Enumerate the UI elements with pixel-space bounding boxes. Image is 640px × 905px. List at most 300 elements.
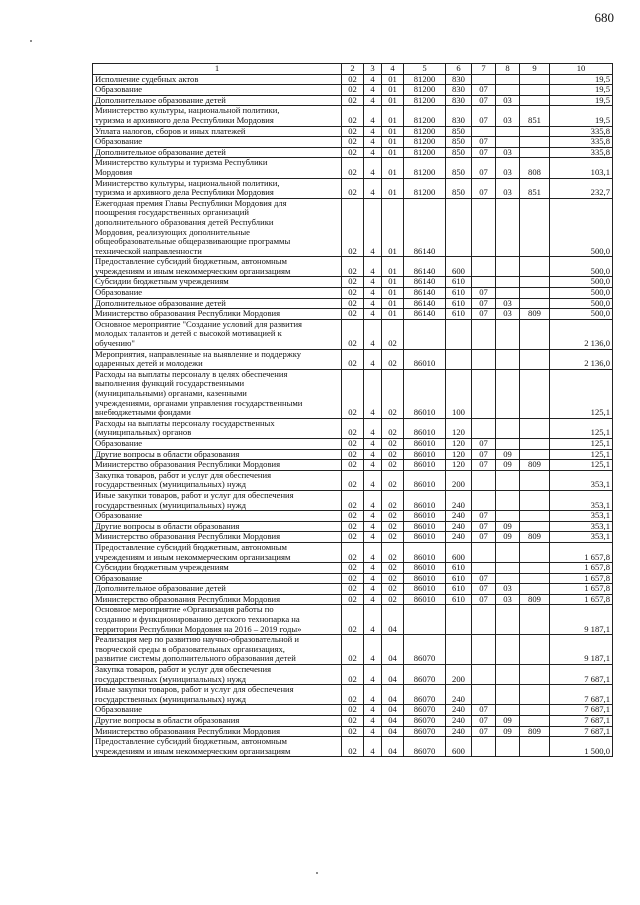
row-label: Министерство образования Республики Мордовия — [93, 594, 342, 605]
code-cell: 02 — [382, 490, 404, 510]
table-row — [93, 532, 613, 543]
code-cell — [520, 685, 550, 705]
code-cell: 4 — [364, 563, 382, 574]
code-cell: 02 — [342, 705, 364, 716]
amount-cell: 1 657,8 — [550, 573, 613, 584]
code-cell: 02 — [382, 542, 404, 562]
code-cell: 02 — [382, 319, 404, 349]
code-cell — [496, 257, 520, 277]
code-cell — [446, 635, 472, 665]
code-cell: 4 — [364, 542, 382, 562]
code-cell: 07 — [472, 288, 496, 299]
amount-cell: 335,8 — [550, 147, 613, 158]
code-cell: 86140 — [404, 309, 446, 320]
code-cell: 09 — [496, 532, 520, 543]
code-cell — [472, 369, 496, 418]
amount-cell: 1 657,8 — [550, 542, 613, 562]
code-cell: 86070 — [404, 665, 446, 685]
code-cell: 4 — [364, 460, 382, 471]
code-cell: 07 — [472, 438, 496, 449]
code-cell: 07 — [472, 511, 496, 522]
row-label: Исполнение судебных актов — [93, 74, 342, 85]
column-header: 10 — [550, 64, 613, 75]
code-cell — [446, 349, 472, 369]
row-label: Уплата налогов, сборов и иных платежей — [93, 126, 342, 137]
code-cell — [520, 737, 550, 757]
code-cell — [520, 449, 550, 460]
code-cell: 03 — [496, 178, 520, 198]
budget-table — [92, 63, 613, 757]
code-cell — [520, 716, 550, 727]
code-cell: 240 — [446, 511, 472, 522]
table-row — [93, 716, 613, 727]
column-header: 5 — [404, 64, 446, 75]
code-cell: 600 — [446, 257, 472, 277]
code-cell: 4 — [364, 605, 382, 635]
code-cell: 610 — [446, 573, 472, 584]
code-cell: 600 — [446, 737, 472, 757]
amount-cell: 2 136,0 — [550, 319, 613, 349]
code-cell: 04 — [382, 665, 404, 685]
code-cell: 240 — [446, 726, 472, 737]
code-cell: 03 — [496, 95, 520, 106]
amount-cell: 7 687,1 — [550, 685, 613, 705]
code-cell — [496, 665, 520, 685]
code-cell: 808 — [520, 158, 550, 178]
code-cell — [520, 369, 550, 418]
code-cell: 01 — [382, 74, 404, 85]
column-header: 8 — [496, 64, 520, 75]
code-cell — [496, 277, 520, 288]
row-label: Субсидии бюджетным учреждениям — [93, 277, 342, 288]
code-cell — [472, 542, 496, 562]
code-cell — [496, 573, 520, 584]
code-cell: 240 — [446, 490, 472, 510]
code-cell — [496, 288, 520, 299]
code-cell — [520, 418, 550, 438]
code-cell: 100 — [446, 369, 472, 418]
code-cell: 240 — [446, 705, 472, 716]
code-cell: 4 — [364, 74, 382, 85]
amount-cell: 1 657,8 — [550, 594, 613, 605]
code-cell: 850 — [446, 137, 472, 148]
code-cell: 4 — [364, 438, 382, 449]
column-header: 1 — [93, 64, 342, 75]
code-cell: 86010 — [404, 594, 446, 605]
amount-cell: 9 187,1 — [550, 635, 613, 665]
table-row — [93, 369, 613, 418]
code-cell: 02 — [342, 178, 364, 198]
code-cell: 07 — [472, 158, 496, 178]
code-cell: 4 — [364, 288, 382, 299]
table-header — [93, 64, 613, 75]
table-row — [93, 178, 613, 198]
code-cell: 09 — [496, 521, 520, 532]
code-cell: 240 — [446, 532, 472, 543]
code-cell: 86010 — [404, 349, 446, 369]
code-cell — [472, 74, 496, 85]
code-cell: 120 — [446, 460, 472, 471]
code-cell: 240 — [446, 685, 472, 705]
code-cell: 02 — [342, 137, 364, 148]
code-cell: 02 — [342, 288, 364, 299]
code-cell — [520, 563, 550, 574]
amount-cell: 125,1 — [550, 369, 613, 418]
row-label: Образование — [93, 511, 342, 522]
code-cell: 4 — [364, 685, 382, 705]
code-cell: 851 — [520, 106, 550, 126]
code-cell — [520, 349, 550, 369]
amount-cell: 500,0 — [550, 309, 613, 320]
row-label: Основное мероприятие «Организация работы по созданию и функционированию детского технопарка на территории Республики Мордовия на 2016 – 2019 годы» — [93, 605, 342, 635]
code-cell: 81200 — [404, 106, 446, 126]
table-row — [93, 737, 613, 757]
code-cell — [472, 198, 496, 257]
amount-cell: 2 136,0 — [550, 349, 613, 369]
amount-cell: 1 500,0 — [550, 737, 613, 757]
row-label: Расходы на выплаты персоналу в целях обеспечения выполнения функций государственными (муниципальными) органами, казенными учреждениями, органами управления государственными внебюджетными фондами — [93, 369, 342, 418]
code-cell: 02 — [342, 716, 364, 727]
amount-cell: 19,5 — [550, 85, 613, 96]
code-cell: 04 — [382, 635, 404, 665]
code-cell: 4 — [364, 106, 382, 126]
code-cell — [496, 542, 520, 562]
amount-cell: 500,0 — [550, 257, 613, 277]
table-row — [93, 309, 613, 320]
code-cell: 02 — [342, 573, 364, 584]
scan-speck — [30, 40, 32, 42]
code-cell: 86010 — [404, 542, 446, 562]
code-cell: 01 — [382, 198, 404, 257]
row-label: Субсидии бюджетным учреждениям — [93, 563, 342, 574]
amount-cell: 125,1 — [550, 418, 613, 438]
code-cell: 04 — [382, 716, 404, 727]
code-cell: 4 — [364, 584, 382, 595]
row-label: Предоставление субсидий бюджетным, автономным учреждениям и иным некоммерческим организациям — [93, 257, 342, 277]
code-cell: 07 — [472, 726, 496, 737]
row-label: Предоставление субсидий бюджетным, автономным учреждениям и иным некоммерческим организациям — [93, 737, 342, 757]
code-cell: 86010 — [404, 438, 446, 449]
code-cell: 600 — [446, 542, 472, 562]
code-cell: 851 — [520, 178, 550, 198]
code-cell — [496, 319, 520, 349]
amount-cell: 335,8 — [550, 126, 613, 137]
code-cell: 4 — [364, 85, 382, 96]
amount-cell: 103,1 — [550, 158, 613, 178]
code-cell: 07 — [472, 95, 496, 106]
code-cell: 4 — [364, 532, 382, 543]
table-row — [93, 665, 613, 685]
amount-cell: 500,0 — [550, 198, 613, 257]
code-cell: 4 — [364, 594, 382, 605]
code-cell — [520, 438, 550, 449]
code-cell — [520, 288, 550, 299]
code-cell — [472, 665, 496, 685]
code-cell — [496, 737, 520, 757]
code-cell — [446, 198, 472, 257]
code-cell — [520, 298, 550, 309]
code-cell: 01 — [382, 126, 404, 137]
code-cell — [472, 685, 496, 705]
table-row — [93, 563, 613, 574]
code-cell — [496, 349, 520, 369]
table-row — [93, 542, 613, 562]
code-cell: 830 — [446, 85, 472, 96]
table-row — [93, 298, 613, 309]
code-cell — [496, 85, 520, 96]
code-cell — [496, 126, 520, 137]
code-cell — [520, 584, 550, 595]
column-header: 6 — [446, 64, 472, 75]
code-cell: 86010 — [404, 563, 446, 574]
code-cell: 07 — [472, 594, 496, 605]
code-cell: 4 — [364, 705, 382, 716]
column-header: 7 — [472, 64, 496, 75]
row-label: Закупка товаров, работ и услуг для обеспечения государственных (муниципальных) нужд — [93, 470, 342, 490]
code-cell: 120 — [446, 449, 472, 460]
table-row — [93, 635, 613, 665]
code-cell: 850 — [446, 126, 472, 137]
table-row — [93, 685, 613, 705]
code-cell: 02 — [342, 685, 364, 705]
code-cell: 4 — [364, 95, 382, 106]
code-cell: 02 — [342, 298, 364, 309]
table-row — [93, 95, 613, 106]
code-cell: 04 — [382, 605, 404, 635]
code-cell — [496, 418, 520, 438]
code-cell: 4 — [364, 158, 382, 178]
code-cell: 02 — [342, 277, 364, 288]
table-row — [93, 349, 613, 369]
table-row — [93, 726, 613, 737]
row-label: Иные закупки товаров, работ и услуг для обеспечения государственных (муниципальных) нужд — [93, 685, 342, 705]
code-cell: 4 — [364, 665, 382, 685]
row-label: Дополнительное образование детей — [93, 95, 342, 106]
code-cell: 4 — [364, 126, 382, 137]
code-cell — [520, 490, 550, 510]
amount-cell: 232,7 — [550, 178, 613, 198]
code-cell: 86070 — [404, 726, 446, 737]
code-cell: 01 — [382, 95, 404, 106]
amount-cell: 19,5 — [550, 74, 613, 85]
code-cell: 809 — [520, 726, 550, 737]
code-cell: 86070 — [404, 705, 446, 716]
code-cell: 01 — [382, 147, 404, 158]
code-cell — [496, 137, 520, 148]
code-cell — [472, 490, 496, 510]
amount-cell: 353,1 — [550, 470, 613, 490]
table-row — [93, 74, 613, 85]
code-cell — [520, 511, 550, 522]
table-row — [93, 277, 613, 288]
code-cell: 07 — [472, 298, 496, 309]
code-cell: 02 — [342, 147, 364, 158]
code-cell: 03 — [496, 158, 520, 178]
code-cell: 02 — [342, 349, 364, 369]
code-cell: 120 — [446, 418, 472, 438]
amount-cell: 19,5 — [550, 106, 613, 126]
code-cell: 02 — [342, 635, 364, 665]
code-cell: 07 — [472, 178, 496, 198]
table-row — [93, 418, 613, 438]
row-label: Ежегодная премия Главы Республики Мордовия для поощрения государственных организаций дополнительного образования детей Республики Мордовия, реализующих дополнительные общеобразовательные общеразвивающие программы технической направленности — [93, 198, 342, 257]
table-row — [93, 511, 613, 522]
amount-cell: 7 687,1 — [550, 726, 613, 737]
amount-cell: 7 687,1 — [550, 705, 613, 716]
amount-cell: 7 687,1 — [550, 665, 613, 685]
code-cell: 86010 — [404, 573, 446, 584]
code-cell — [472, 563, 496, 574]
code-cell: 02 — [342, 106, 364, 126]
row-label: Министерство образования Республики Мордовия — [93, 532, 342, 543]
column-header: 2 — [342, 64, 364, 75]
code-cell: 01 — [382, 106, 404, 126]
code-cell: 4 — [364, 726, 382, 737]
table-row — [93, 319, 613, 349]
code-cell: 02 — [382, 470, 404, 490]
row-label: Министерство культуры и туризма Республики Мордовия — [93, 158, 342, 178]
amount-cell: 7 687,1 — [550, 716, 613, 727]
code-cell: 86010 — [404, 418, 446, 438]
code-cell: 850 — [446, 178, 472, 198]
code-cell — [472, 418, 496, 438]
code-cell: 02 — [382, 369, 404, 418]
code-cell: 01 — [382, 158, 404, 178]
code-cell: 02 — [342, 126, 364, 137]
code-cell: 4 — [364, 178, 382, 198]
code-cell — [446, 319, 472, 349]
code-cell: 02 — [382, 438, 404, 449]
code-cell: 86140 — [404, 257, 446, 277]
amount-cell: 353,1 — [550, 490, 613, 510]
row-label: Дополнительное образование детей — [93, 147, 342, 158]
code-cell: 03 — [496, 594, 520, 605]
code-cell: 02 — [342, 665, 364, 685]
code-cell: 01 — [382, 288, 404, 299]
row-label: Другие вопросы в области образования — [93, 716, 342, 727]
code-cell: 02 — [342, 319, 364, 349]
code-cell: 02 — [342, 584, 364, 595]
code-cell: 02 — [382, 584, 404, 595]
amount-cell: 353,1 — [550, 521, 613, 532]
code-cell: 4 — [364, 418, 382, 438]
code-cell: 86070 — [404, 685, 446, 705]
row-label: Другие вопросы в области образования — [93, 521, 342, 532]
code-cell: 81200 — [404, 147, 446, 158]
code-cell — [496, 635, 520, 665]
code-cell — [520, 542, 550, 562]
code-cell: 610 — [446, 298, 472, 309]
table-row — [93, 147, 613, 158]
scan-speck — [316, 872, 318, 874]
code-cell: 02 — [342, 605, 364, 635]
column-header: 9 — [520, 64, 550, 75]
code-cell — [472, 635, 496, 665]
row-label: Расходы на выплаты персоналу государственных (муниципальных) органов — [93, 418, 342, 438]
code-cell: 03 — [496, 298, 520, 309]
table-row — [93, 460, 613, 471]
code-cell: 200 — [446, 665, 472, 685]
code-cell: 07 — [472, 705, 496, 716]
code-cell: 81200 — [404, 95, 446, 106]
code-cell — [520, 147, 550, 158]
code-cell — [520, 277, 550, 288]
row-label: Иные закупки товаров, работ и услуг для обеспечения государственных (муниципальных) нужд — [93, 490, 342, 510]
table-row — [93, 85, 613, 96]
code-cell — [520, 605, 550, 635]
code-cell: 120 — [446, 438, 472, 449]
code-cell: 07 — [472, 460, 496, 471]
amount-cell: 500,0 — [550, 277, 613, 288]
code-cell: 4 — [364, 277, 382, 288]
code-cell: 86140 — [404, 288, 446, 299]
code-cell — [472, 737, 496, 757]
code-cell: 86070 — [404, 737, 446, 757]
code-cell: 610 — [446, 594, 472, 605]
code-cell — [496, 369, 520, 418]
code-cell: 830 — [446, 106, 472, 126]
amount-cell: 335,8 — [550, 137, 613, 148]
table-row — [93, 137, 613, 148]
code-cell: 86010 — [404, 449, 446, 460]
code-cell: 4 — [364, 490, 382, 510]
code-cell — [496, 605, 520, 635]
code-cell: 4 — [364, 257, 382, 277]
code-cell: 07 — [472, 573, 496, 584]
code-cell: 01 — [382, 178, 404, 198]
code-cell: 610 — [446, 277, 472, 288]
code-cell: 02 — [382, 511, 404, 522]
code-cell — [520, 95, 550, 106]
amount-cell: 1 657,8 — [550, 584, 613, 595]
code-cell: 200 — [446, 470, 472, 490]
code-cell: 02 — [342, 438, 364, 449]
code-cell — [496, 490, 520, 510]
code-cell: 02 — [342, 449, 364, 460]
table-row — [93, 584, 613, 595]
code-cell: 02 — [342, 532, 364, 543]
code-cell: 4 — [364, 521, 382, 532]
code-cell: 02 — [342, 521, 364, 532]
code-cell — [404, 605, 446, 635]
code-cell: 850 — [446, 158, 472, 178]
code-cell: 86140 — [404, 198, 446, 257]
code-cell — [446, 605, 472, 635]
code-cell: 81200 — [404, 178, 446, 198]
amount-cell: 19,5 — [550, 95, 613, 106]
code-cell: 01 — [382, 298, 404, 309]
code-cell: 4 — [364, 137, 382, 148]
code-cell: 02 — [382, 532, 404, 543]
code-cell: 02 — [382, 449, 404, 460]
code-cell: 03 — [496, 309, 520, 320]
code-cell — [520, 470, 550, 490]
row-label: Министерство образования Республики Мордовия — [93, 460, 342, 471]
amount-cell: 1 657,8 — [550, 563, 613, 574]
code-cell: 86010 — [404, 369, 446, 418]
code-cell: 02 — [342, 74, 364, 85]
code-cell: 850 — [446, 147, 472, 158]
row-label: Министерство образования Республики Мордовия — [93, 309, 342, 320]
row-label: Реализация мер по развитию научно-образовательной и творческой среды в образовательных организациях, развитие системы дополнительного образования детей — [93, 635, 342, 665]
code-cell: 02 — [342, 726, 364, 737]
code-cell — [520, 85, 550, 96]
code-cell: 86010 — [404, 521, 446, 532]
code-cell: 02 — [382, 521, 404, 532]
code-cell: 4 — [364, 470, 382, 490]
code-cell — [472, 349, 496, 369]
code-cell: 4 — [364, 147, 382, 158]
